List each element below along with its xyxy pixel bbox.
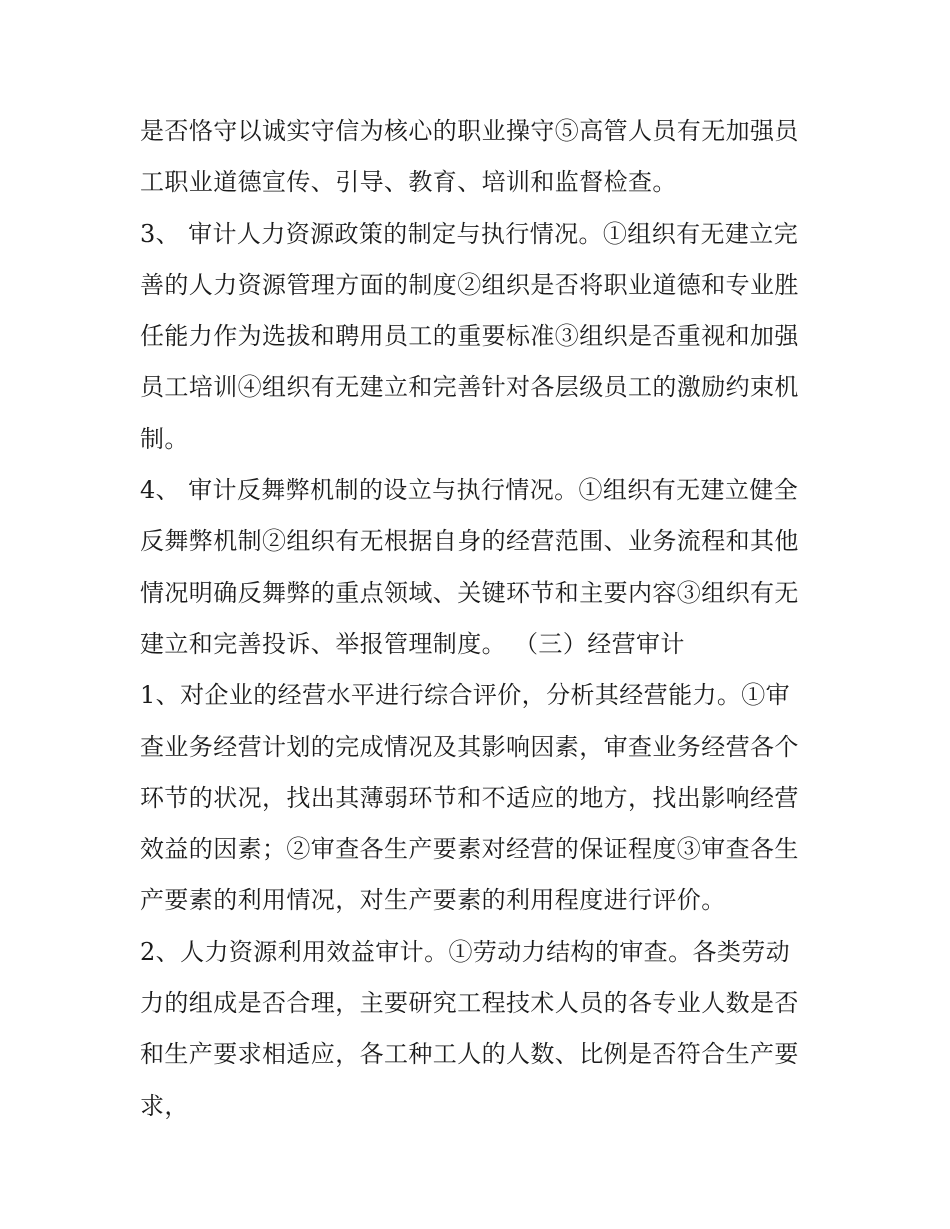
- text-line: 员工培训④组织有无建立和完善针对各层级员工的激励约束机: [140, 373, 799, 402]
- text-line: 求，: [140, 1091, 189, 1120]
- text-line: 善的人力资源管理方面的制度②组织是否将职业道德和专业胜: [140, 270, 799, 299]
- text-line: 产要素的利用情况，对生产要素的利用程度进行评价。: [140, 886, 726, 915]
- text-line: 环节的状况，找出其薄弱环节和不适应的地方，找出影响经营: [140, 783, 799, 812]
- text-line: 情况明确反舞弊的重点领域、关键环节和主要内容③组织有无: [140, 578, 799, 607]
- text-line: 查业务经营计划的完成情况及其影响因素，审查业务经营各个: [140, 732, 799, 761]
- text-line: 是否恪守以诚实守信为核心的职业操守⑤高管人员有无加强员: [140, 117, 799, 145]
- text-line: 工职业道德宣传、引导、教育、培训和监督检查。: [140, 168, 677, 197]
- text-line: 建立和完善投诉、举报管理制度。 （三）经营审计: [140, 629, 685, 658]
- text-line: 力的组成是否合理，主要研究工程技术人员的各专业人数是否: [140, 989, 799, 1018]
- text-line: 效益的因素；②审查各生产要素对经营的保证程度③审查各生: [140, 835, 799, 864]
- body-text: [140, 106, 820, 1132]
- text-line: 4、 审计反舞弊机制的设立与执行情况。①组织有无建立健全: [140, 476, 799, 505]
- text-line: 1、对企业的经营水平进行综合评价，分析其经营能力。①审: [140, 681, 791, 710]
- text-line: 制。: [140, 424, 189, 453]
- text-line: 反舞弊机制②组织有无根据自身的经营范围、业务流程和其他: [140, 527, 799, 556]
- text-line: 任能力作为选拔和聘用员工的重要标准③组织是否重视和加强: [140, 322, 799, 351]
- text-line: 2、人力资源利用效益审计。①劳动力结构的审查。各类劳动: [140, 937, 791, 966]
- text-line: 和生产要求相适应，各工种工人的人数、比例是否符合生产要: [140, 1040, 799, 1069]
- text-line: 3、 审计人力资源政策的制定与执行情况。①组织有无建立完: [140, 219, 799, 248]
